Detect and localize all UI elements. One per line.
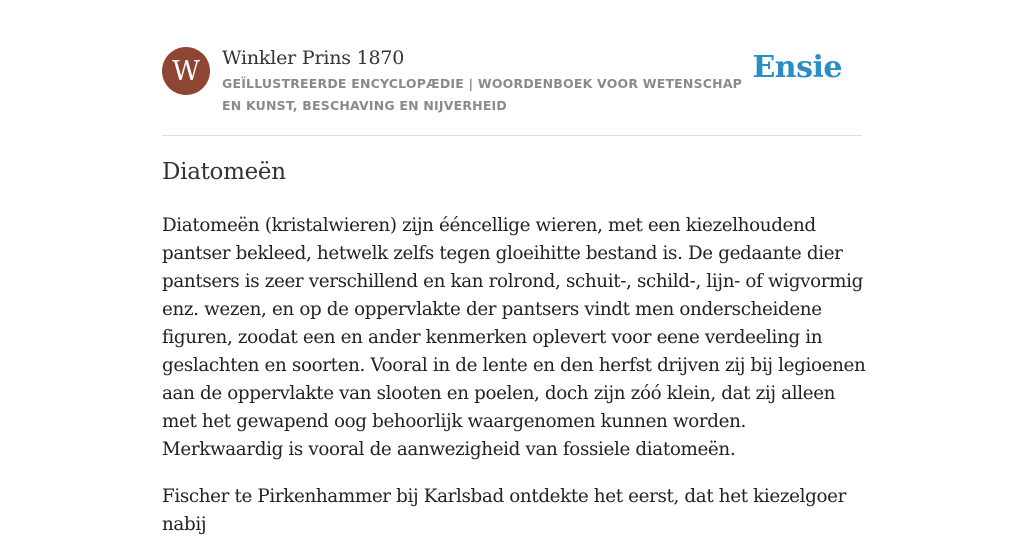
source-avatar[interactable]: W <box>162 47 210 95</box>
header-divider <box>162 135 862 136</box>
source-subtitle: GEÏLLUSTREERDE ENCYCLOPÆDIE | WOORDENBOEK VOOR WETENSCHAP EN KUNST, BESCHAVING EN NIJVERHEID <box>222 76 743 113</box>
source-title[interactable]: Winkler Prins 1870 <box>222 47 405 69</box>
ensie-logo[interactable]: Ensie <box>752 50 842 85</box>
source-info <box>222 46 762 117</box>
article-body <box>162 212 867 558</box>
article-paragraph: Diatomeën (kristalwieren) zijn ééncellige wieren, met een kiezelhoudend pantser bekleed, hetwelk zelfs tegen gloeihitte bestand is. De gedaante dier pantsers is zeer verschillend en kan rolrond, schuit-, schild-, lijn- of wigvormig enz. wezen, en op de oppervlakte der pantsers vindt men onderscheidene figuren, zoodat een en ander kenmerken oplevert voor eene verdeeling in geslachten en soorten. Vooral in de lente en den herfst drijven zij bij legioenen aan de oppervlakte van slooten en poelen, doch zijn zóó klein, dat zij alleen met het gewapend oog behoorlijk waargenomen kunnen worden. Merkwaardig is vooral de aanwezigheid van fossiele diatomeën. <box>162 215 866 460</box>
article-title: Diatomeën <box>162 159 286 185</box>
article-paragraph: Fischer te Pirkenhammer bij Karlsbad ontdekte het eerst, dat het kiezelgoer nabij <box>162 486 846 535</box>
